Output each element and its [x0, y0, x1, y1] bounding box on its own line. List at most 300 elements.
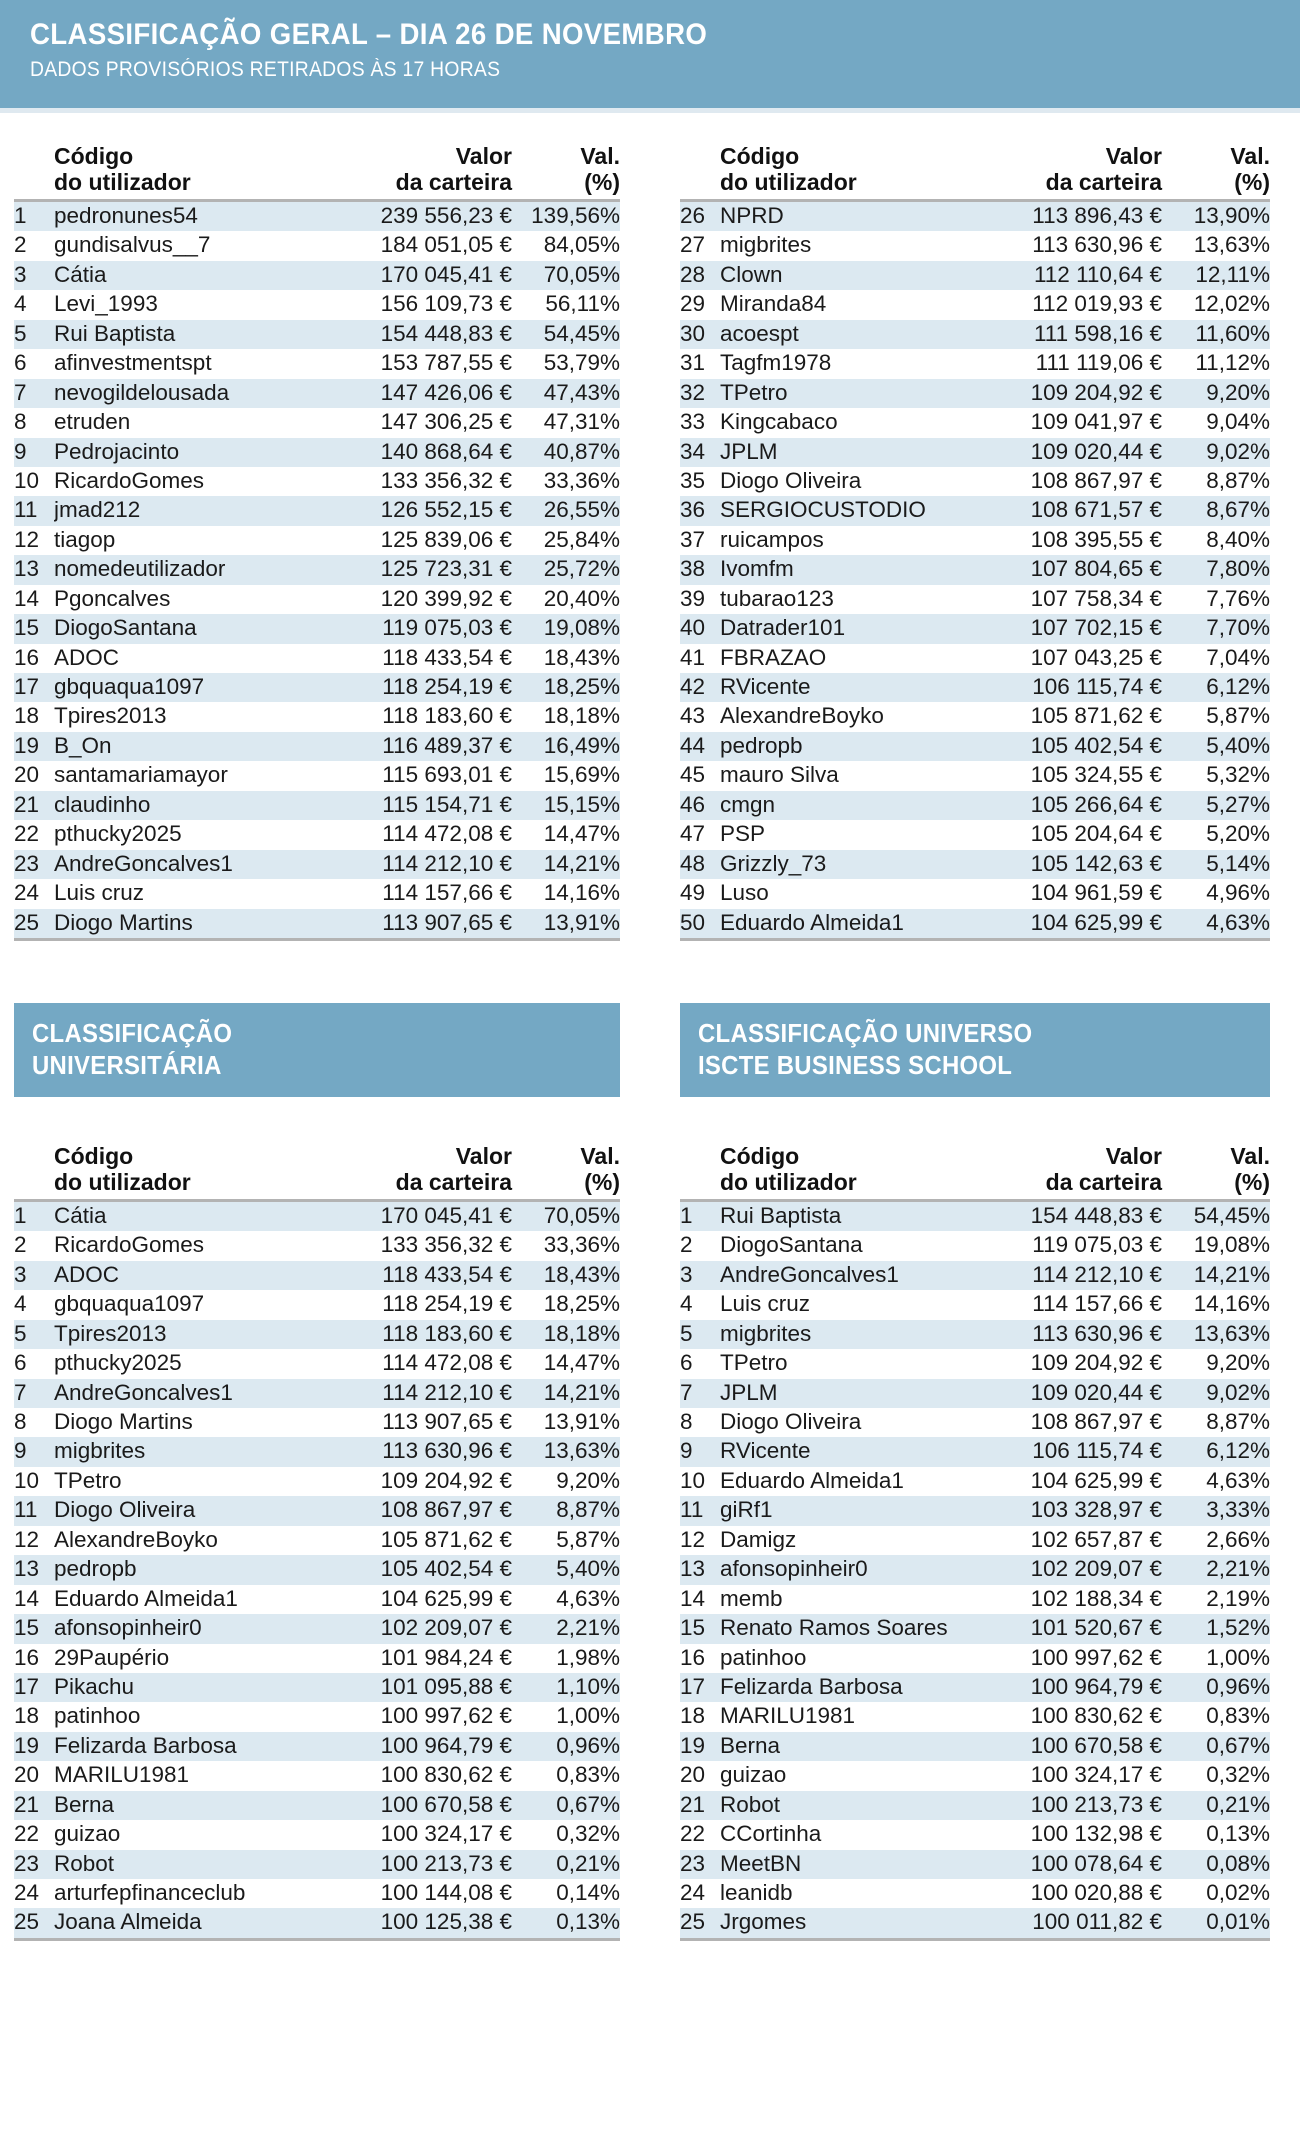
section-ranking-columns — [0, 1139, 1300, 1941]
username-cell: TPetro — [720, 379, 788, 405]
variation-percent-cell: 5,40% — [556, 1556, 620, 1582]
portfolio-value-cell: 119 075,03 € — [1032, 1232, 1162, 1258]
variation-percent-cell: 14,47% — [543, 1350, 620, 1376]
rank-cell: 16 — [14, 644, 40, 670]
rank-cell: 29 — [680, 291, 706, 317]
rank-cell: 17 — [14, 674, 40, 699]
table-row — [14, 1908, 620, 1937]
username-cell: Diogo Martins — [54, 1409, 193, 1434]
rank-cell: 15 — [14, 615, 40, 641]
rank-cell: 40 — [680, 615, 706, 641]
table-row — [14, 1761, 620, 1790]
variation-percent-cell: 47,43% — [543, 379, 620, 405]
table-row — [14, 1820, 620, 1849]
table-row — [14, 438, 620, 467]
username-cell: migbrites — [720, 1320, 812, 1346]
table-top-rule — [14, 199, 620, 202]
username-cell: Cátia — [54, 1202, 107, 1228]
rank-cell: 21 — [680, 1791, 706, 1817]
variation-percent-cell: 0,21% — [1206, 1791, 1270, 1817]
username-cell: Felizarda Barbosa — [720, 1673, 903, 1699]
variation-percent-cell: 0,13% — [556, 1909, 620, 1935]
rank-cell: 18 — [14, 703, 40, 729]
username-cell: afinvestmentspt — [54, 350, 212, 376]
header-value-line2: da carteira — [1045, 1168, 1162, 1195]
username-cell: Tpires2013 — [54, 1320, 167, 1346]
username-cell: Grizzly_73 — [720, 850, 827, 876]
table-row — [14, 349, 620, 378]
header-value-line2: da carteira — [1045, 168, 1162, 195]
table-row — [680, 1702, 1270, 1731]
table-row — [680, 320, 1270, 349]
table-row — [680, 1408, 1270, 1437]
username-cell: nomedeutilizador — [54, 556, 226, 582]
username-cell: TPetro — [54, 1467, 122, 1493]
rank-cell: 45 — [680, 762, 706, 788]
username-cell: Pedrojacinto — [54, 438, 180, 464]
variation-percent-cell: 18,43% — [543, 644, 620, 670]
portfolio-value-cell: 109 204,92 € — [1030, 1350, 1162, 1376]
rank-cell: 7 — [14, 1379, 27, 1405]
header-pct-line2: (%) — [1234, 168, 1270, 195]
portfolio-value-cell: 111 598,16 € — [1033, 320, 1162, 346]
username-cell: DiogoSantana — [720, 1232, 863, 1258]
username-cell: FBRAZAO — [720, 644, 827, 670]
variation-percent-cell: 18,18% — [543, 703, 620, 729]
header-value-line1: Valor — [1105, 1142, 1162, 1169]
table-row — [680, 1732, 1270, 1761]
portfolio-value-cell: 108 671,57 € — [1030, 497, 1162, 523]
rank-cell: 13 — [14, 1556, 40, 1582]
rank-cell: 16 — [14, 1644, 40, 1670]
rank-cell: 15 — [14, 1615, 40, 1641]
portfolio-value-cell: 100 132,98 € — [1030, 1821, 1162, 1847]
header-pct-line1: Val. — [1230, 1142, 1270, 1169]
username-cell: tiagop — [54, 526, 116, 552]
rank-cell: 10 — [14, 1467, 40, 1493]
table-bottom-rule — [14, 938, 620, 941]
portfolio-value-cell: 113 630,96 € — [1032, 1320, 1162, 1346]
rank-cell: 27 — [680, 232, 706, 258]
username-cell: AndreGoncalves1 — [54, 1379, 233, 1405]
table-row — [680, 1526, 1270, 1555]
rank-cell: 36 — [680, 497, 706, 523]
table-row — [14, 1614, 620, 1643]
portfolio-value-cell: 103 328,97 € — [1030, 1497, 1162, 1523]
rank-cell: 2 — [14, 232, 27, 258]
rank-cell: 13 — [14, 556, 40, 582]
portfolio-value-cell: 100 144,08 € — [380, 1880, 512, 1905]
username-cell: afonsopinheir0 — [54, 1615, 202, 1641]
variation-percent-cell: 70,05% — [543, 1202, 620, 1228]
variation-percent-cell: 2,21% — [1206, 1556, 1270, 1582]
rank-cell: 15 — [680, 1615, 706, 1641]
table-row — [14, 1290, 620, 1319]
table-row — [680, 791, 1270, 820]
variation-percent-cell: 0,83% — [1206, 1703, 1270, 1729]
username-cell: patinhoo — [720, 1644, 807, 1670]
username-cell: Pikachu — [54, 1673, 135, 1699]
rank-cell: 39 — [680, 585, 706, 611]
table-row — [680, 1320, 1270, 1349]
portfolio-value-cell: 100 670,58 € — [1030, 1732, 1162, 1758]
portfolio-value-cell: 108 867,97 € — [1030, 467, 1162, 493]
header-user-line2: do utilizador — [720, 168, 857, 195]
username-cell: Miranda84 — [720, 291, 827, 317]
portfolio-value-cell: 239 556,23 € — [380, 203, 512, 228]
header-pct — [1162, 1139, 1270, 1199]
table-header — [680, 139, 1270, 199]
portfolio-value-cell: 100 324,17 € — [1030, 1762, 1162, 1788]
variation-percent-cell: 8,87% — [1206, 1409, 1270, 1434]
table-header — [14, 1139, 620, 1199]
table-row — [680, 1673, 1270, 1702]
username-cell: NPRD — [720, 203, 784, 228]
variation-percent-cell: 9,02% — [1206, 438, 1270, 464]
header-pct-line2: (%) — [584, 1168, 620, 1195]
table-row — [14, 261, 620, 290]
variation-percent-cell: 0,83% — [556, 1762, 620, 1788]
rank-cell: 13 — [680, 1556, 706, 1582]
header-value — [977, 139, 1162, 199]
page-subtitle: DADOS PROVISÓRIOS RETIRADOS ÀS 17 HORAS — [30, 57, 501, 81]
username-cell: Felizarda Barbosa — [54, 1732, 237, 1758]
portfolio-value-cell: 114 157,66 € — [1032, 1291, 1162, 1317]
table-row — [680, 1879, 1270, 1908]
variation-percent-cell: 1,00% — [556, 1703, 620, 1729]
rank-cell: 10 — [14, 467, 40, 493]
variation-percent-cell: 7,80% — [1206, 556, 1270, 582]
variation-percent-cell: 14,16% — [1193, 1291, 1270, 1317]
variation-percent-cell: 14,21% — [543, 850, 620, 876]
variation-percent-cell: 0,13% — [1206, 1821, 1270, 1847]
table-top-rule — [680, 1199, 1270, 1202]
portfolio-value-cell: 105 142,63 € — [1030, 850, 1162, 876]
variation-percent-cell: 139,56% — [531, 203, 620, 228]
table-row — [14, 1202, 620, 1231]
username-cell: guizao — [720, 1762, 787, 1788]
username-cell: gbquaqua1097 — [54, 674, 205, 699]
table-row — [680, 1349, 1270, 1378]
table-row — [680, 1261, 1270, 1290]
username-cell: migbrites — [720, 232, 812, 258]
header-value-line1: Valor — [455, 1142, 512, 1169]
general-ranking-left-column — [0, 139, 650, 941]
variation-percent-cell: 12,11% — [1195, 261, 1270, 287]
rank-cell: 11 — [680, 1497, 704, 1523]
variation-percent-cell: 5,40% — [1206, 732, 1270, 758]
main-banner — [0, 0, 1300, 108]
portfolio-value-cell: 147 306,25 € — [380, 409, 512, 435]
section-title-universitaria-line2: UNIVERSITÁRIA — [32, 1050, 222, 1081]
variation-percent-cell: 9,04% — [1206, 409, 1270, 435]
rank-cell: 32 — [680, 379, 706, 405]
variation-percent-cell: 84,05% — [543, 232, 620, 258]
table-row — [14, 850, 620, 879]
rank-cell: 23 — [14, 850, 40, 876]
variation-percent-cell: 13,90% — [1193, 203, 1270, 228]
rank-cell: 19 — [14, 1732, 40, 1758]
variation-percent-cell: 26,55% — [543, 497, 620, 523]
portfolio-value-cell: 105 324,55 € — [1030, 762, 1162, 788]
header-user-line1: Código — [54, 1142, 134, 1169]
rank-cell: 44 — [680, 732, 706, 758]
rank-cell: 7 — [680, 1379, 693, 1405]
rank-cell: 5 — [680, 1320, 693, 1346]
portfolio-value-cell: 108 867,97 € — [1030, 1409, 1162, 1434]
table-row — [14, 1496, 620, 1525]
general-ranking-right-rows — [680, 202, 1270, 938]
portfolio-value-cell: 104 625,99 € — [380, 1585, 512, 1611]
header-value — [327, 1139, 512, 1199]
rank-cell: 23 — [14, 1850, 40, 1876]
rank-cell: 1 — [14, 203, 27, 228]
portfolio-value-cell: 100 213,73 € — [380, 1850, 512, 1876]
table-row — [680, 261, 1270, 290]
username-cell: JPLM — [720, 1379, 778, 1405]
variation-percent-cell: 5,87% — [556, 1526, 620, 1552]
table-row — [14, 909, 620, 938]
portfolio-value-cell: 100 830,62 € — [1030, 1703, 1162, 1729]
portfolio-value-cell: 108 867,97 € — [380, 1497, 512, 1523]
section-cell-iscte — [650, 1003, 1300, 1097]
portfolio-value-cell: 106 115,74 € — [1032, 674, 1162, 699]
header-pct — [1162, 139, 1270, 199]
variation-percent-cell: 54,45% — [1193, 1202, 1270, 1228]
portfolio-value-cell: 154 448,83 € — [380, 320, 512, 346]
variation-percent-cell: 16,49% — [543, 732, 620, 758]
rank-cell: 8 — [680, 1409, 693, 1434]
variation-percent-cell: 0,67% — [1206, 1732, 1270, 1758]
rank-cell: 21 — [14, 1791, 40, 1817]
variation-percent-cell: 5,20% — [1206, 821, 1270, 847]
portfolio-value-cell: 114 212,10 € — [1032, 1261, 1162, 1287]
table-row — [14, 320, 620, 349]
username-cell: ruicampos — [720, 526, 824, 552]
header-user-line2: do utilizador — [54, 168, 191, 195]
username-cell: CCortinha — [720, 1821, 822, 1847]
variation-percent-cell: 14,47% — [543, 821, 620, 847]
table-row — [680, 1202, 1270, 1231]
portfolio-value-cell: 119 075,03 € — [382, 615, 512, 641]
rank-cell: 21 — [14, 791, 40, 817]
variation-percent-cell: 7,04% — [1206, 644, 1270, 670]
table-row — [14, 231, 620, 260]
rank-cell: 9 — [14, 438, 27, 464]
table-row — [680, 526, 1270, 555]
portfolio-value-cell: 100 997,62 € — [1030, 1644, 1162, 1670]
header-value — [977, 1139, 1162, 1199]
rank-cell: 20 — [680, 1762, 706, 1788]
username-cell: etruden — [54, 409, 131, 435]
rank-cell: 24 — [14, 880, 40, 906]
portfolio-value-cell: 118 433,54 € — [382, 644, 512, 670]
table-row — [14, 555, 620, 584]
username-cell: Renato Ramos Soares — [720, 1615, 948, 1641]
table-row — [14, 1467, 620, 1496]
rank-cell: 9 — [14, 1438, 27, 1464]
portfolio-value-cell: 107 702,15 € — [1030, 615, 1162, 641]
table-row — [680, 496, 1270, 525]
username-cell: Tagfm1978 — [720, 350, 832, 376]
portfolio-value-cell: 109 204,92 € — [1030, 379, 1162, 405]
username-cell: PSP — [720, 821, 766, 847]
variation-percent-cell: 19,08% — [1193, 1232, 1270, 1258]
variation-percent-cell: 15,69% — [543, 762, 620, 788]
portfolio-value-cell: 118 433,54 € — [382, 1261, 512, 1287]
portfolio-value-cell: 125 839,06 € — [380, 526, 512, 552]
rank-cell: 37 — [680, 526, 706, 552]
rank-cell: 16 — [680, 1644, 706, 1670]
table-row — [680, 1437, 1270, 1466]
username-cell: Luso — [720, 880, 769, 906]
variation-percent-cell: 4,63% — [556, 1585, 620, 1611]
general-ranking-columns — [0, 139, 1300, 941]
portfolio-value-cell: 109 204,92 € — [380, 1467, 512, 1493]
table-row — [14, 585, 620, 614]
portfolio-value-cell: 184 051,05 € — [380, 232, 512, 258]
username-cell: claudinho — [54, 791, 151, 817]
portfolio-value-cell: 102 657,87 € — [1030, 1526, 1162, 1552]
portfolio-value-cell: 102 209,07 € — [380, 1615, 512, 1641]
portfolio-value-cell: 100 011,82 € — [1032, 1909, 1162, 1935]
table-row — [680, 909, 1270, 938]
general-ranking-left-table — [14, 139, 620, 199]
variation-percent-cell: 70,05% — [543, 261, 620, 287]
rank-cell: 41 — [680, 644, 706, 670]
portfolio-value-cell: 107 043,25 € — [1030, 644, 1162, 670]
username-cell: RVicente — [720, 674, 811, 699]
rank-cell: 5 — [14, 320, 27, 346]
username-cell: Robot — [720, 1791, 781, 1817]
portfolio-value-cell: 118 254,19 € — [382, 674, 512, 699]
table-row — [14, 879, 620, 908]
general-ranking-right-body — [680, 202, 1270, 938]
username-cell: Eduardo Almeida1 — [720, 909, 904, 935]
header-user-line1: Código — [720, 142, 800, 169]
variation-percent-cell: 1,52% — [1206, 1615, 1270, 1641]
portfolio-value-cell: 126 552,15 € — [380, 497, 512, 523]
table-row — [14, 1349, 620, 1378]
header-pct-line1: Val. — [580, 1142, 620, 1169]
header-value-line2: da carteira — [395, 168, 512, 195]
username-cell: MARILU1981 — [54, 1762, 190, 1788]
username-cell: ADOC — [54, 644, 120, 670]
table-row — [680, 1820, 1270, 1849]
portfolio-value-cell: 102 188,34 € — [1030, 1585, 1162, 1611]
table-row — [14, 379, 620, 408]
table-row — [680, 820, 1270, 849]
variation-percent-cell: 0,32% — [556, 1821, 620, 1847]
username-cell: AlexandreBoyko — [720, 703, 884, 729]
username-cell: pthucky2025 — [54, 1350, 182, 1376]
table-row — [14, 702, 620, 731]
iscte-table — [680, 1139, 1270, 1199]
rank-cell: 6 — [14, 350, 27, 376]
table-row — [14, 1879, 620, 1908]
username-cell: pthucky2025 — [54, 821, 182, 847]
table-bottom-rule — [680, 1938, 1270, 1941]
username-cell: Luis cruz — [720, 1291, 811, 1317]
variation-percent-cell: 19,08% — [543, 615, 620, 641]
header-pct-line2: (%) — [1234, 1168, 1270, 1195]
username-cell: guizao — [54, 1821, 121, 1847]
username-cell: Diogo Martins — [54, 909, 193, 935]
username-cell: SERGIOCUSTODIO — [720, 497, 926, 523]
rank-cell: 20 — [14, 762, 40, 788]
section-cell-universitaria — [0, 1003, 650, 1097]
username-cell: MARILU1981 — [720, 1703, 856, 1729]
username-cell: Ivomfm — [720, 556, 794, 582]
variation-percent-cell: 0,21% — [556, 1850, 620, 1876]
username-cell: ADOC — [54, 1261, 120, 1287]
table-row — [680, 1379, 1270, 1408]
table-row — [680, 673, 1270, 702]
username-cell: leanidb — [720, 1880, 793, 1905]
portfolio-value-cell: 104 625,99 € — [1030, 909, 1162, 935]
rank-cell: 1 — [680, 1202, 693, 1228]
header-user — [54, 139, 327, 199]
rank-cell: 24 — [14, 1880, 40, 1905]
variation-percent-cell: 11,60% — [1195, 320, 1270, 346]
variation-percent-cell: 5,14% — [1206, 850, 1270, 876]
variation-percent-cell: 9,02% — [1206, 1379, 1270, 1405]
username-cell: Clown — [720, 261, 783, 287]
rank-cell: 6 — [14, 1350, 27, 1376]
username-cell: JPLM — [720, 438, 778, 464]
table-row — [680, 732, 1270, 761]
rank-cell: 38 — [680, 556, 706, 582]
variation-percent-cell: 5,87% — [1206, 703, 1270, 729]
rank-cell: 30 — [680, 320, 706, 346]
header-user-line1: Código — [720, 1142, 800, 1169]
portfolio-value-cell: 105 871,62 € — [1030, 703, 1162, 729]
iscte-body — [680, 1202, 1270, 1938]
rank-cell: 2 — [14, 1232, 27, 1258]
variation-percent-cell: 13,63% — [1193, 1320, 1270, 1346]
variation-percent-cell: 9,20% — [1206, 1350, 1270, 1376]
header-pct — [512, 1139, 620, 1199]
username-cell: patinhoo — [54, 1703, 141, 1729]
table-row — [14, 467, 620, 496]
table-row — [680, 1555, 1270, 1584]
portfolio-value-cell: 100 213,73 € — [1030, 1791, 1162, 1817]
portfolio-value-cell: 104 961,59 € — [1030, 880, 1162, 906]
table-bottom-rule — [680, 938, 1270, 941]
table-row — [14, 673, 620, 702]
rank-cell: 35 — [680, 467, 706, 493]
rank-cell: 6 — [680, 1350, 693, 1376]
variation-percent-cell: 8,87% — [556, 1497, 620, 1523]
universitaria-body — [14, 1202, 620, 1938]
table-row — [680, 614, 1270, 643]
portfolio-value-cell: 133 356,32 € — [380, 1232, 512, 1258]
portfolio-value-cell: 100 997,62 € — [380, 1703, 512, 1729]
table-row — [680, 1761, 1270, 1790]
username-cell: Diogo Oliveira — [720, 467, 862, 493]
table-row — [680, 379, 1270, 408]
table-row — [680, 1585, 1270, 1614]
portfolio-value-cell: 109 041,97 € — [1030, 409, 1162, 435]
header-pct — [512, 139, 620, 199]
variation-percent-cell: 18,25% — [543, 674, 620, 699]
portfolio-value-cell: 120 399,92 € — [380, 585, 512, 611]
username-cell: Luis cruz — [54, 880, 145, 906]
variation-percent-cell: 14,16% — [543, 880, 620, 906]
table-row — [14, 1732, 620, 1761]
username-cell: RicardoGomes — [54, 467, 205, 493]
table-row — [14, 1555, 620, 1584]
